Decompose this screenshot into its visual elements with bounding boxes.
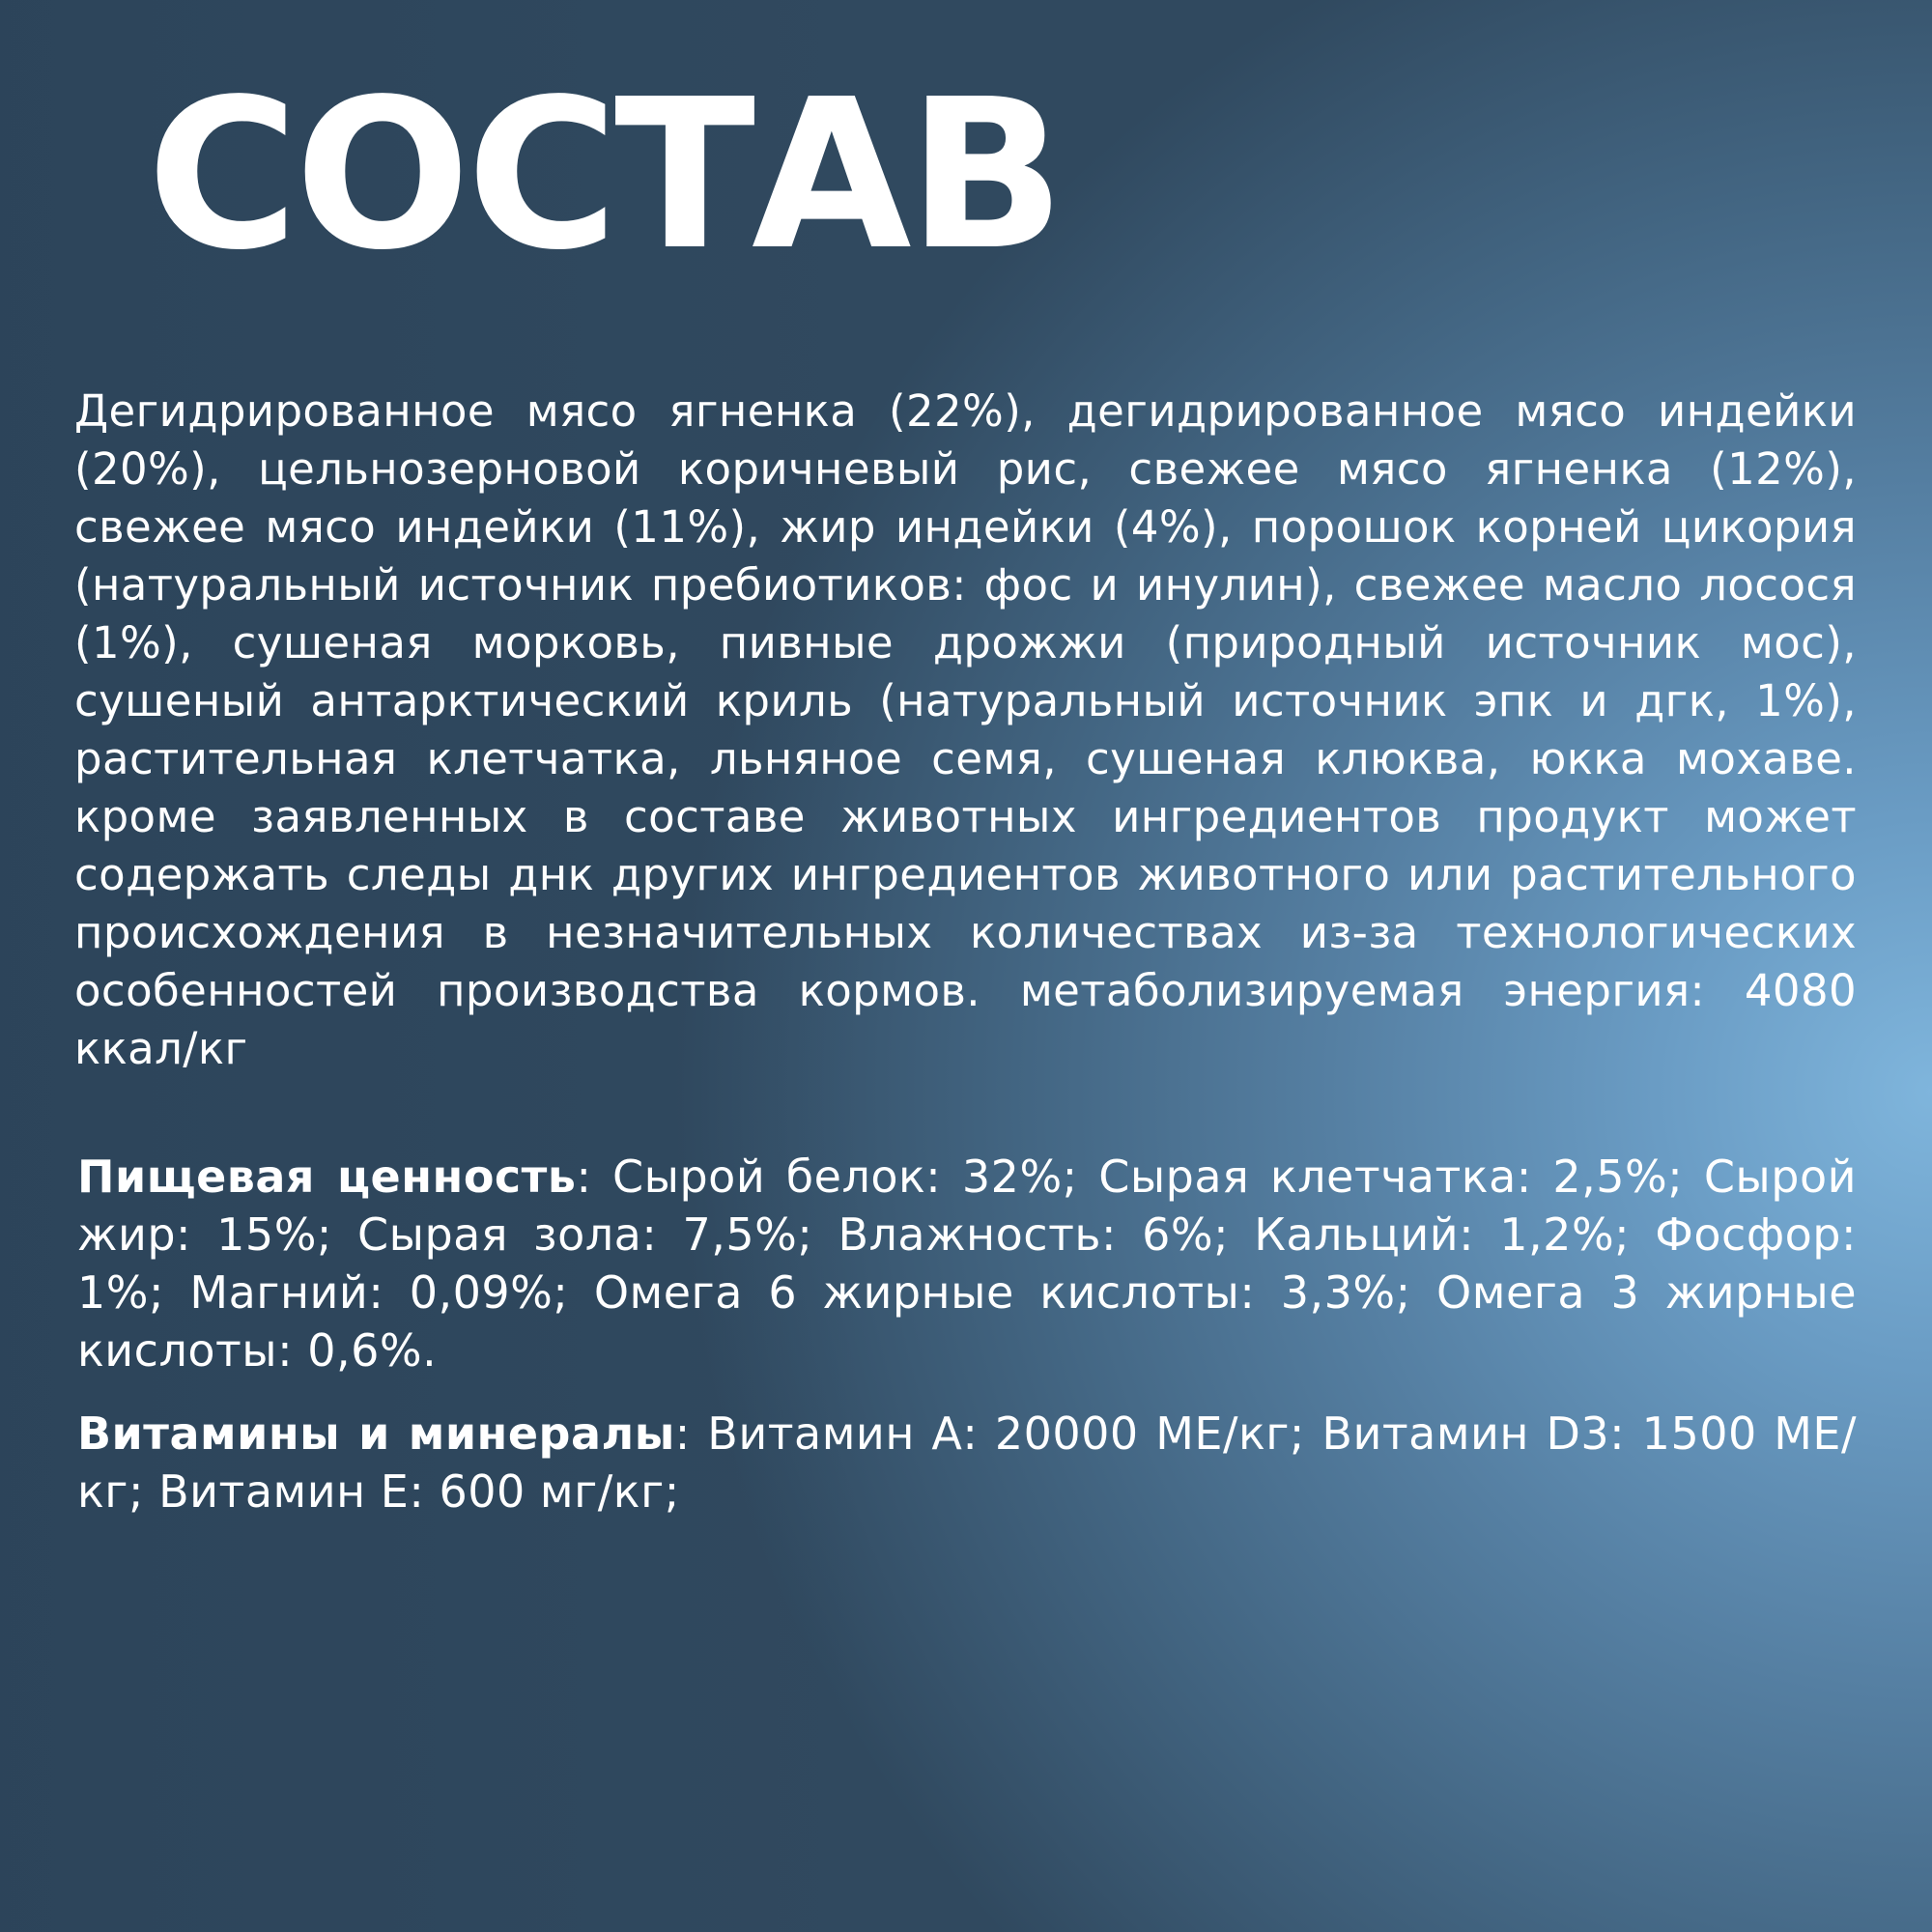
nutrition-label: Пищевая ценность <box>77 1151 577 1203</box>
vitamins-section <box>77 1405 1857 1520</box>
nutrition-text: : Сырой белок: 32%; Сырая клетчатка: 2,5%; Сырой жир: 15%; Сырая зола: 7,5%; Влажность: 6%; Кальций: 1,2%; Фосфор: 1%; Магний: 0,09%; Омега 6 жирные кислоты: 3,3%; Омега 3 жирные кислоты: 0,6%. <box>77 1151 1857 1377</box>
page-title: СОСТАВ <box>147 55 1062 296</box>
ingredients-paragraph: Дегидрированное мясо ягненка (22%), дегидрированное мясо индейки (20%), цельнозерновой коричневый рис, свежее мясо ягненка (12%), свежее мясо индейки (11%), жир индейки (4%), порошок корней цикория (натуральный источник пребиотиков: фос и инулин), свежее масло лосося (1%), сушеная морковь, пивные дрожжи (природный источник мос), сушеный антарктический криль (натуральный источник эпк и дгк, 1%), растительная клетчатка, льняное семя, сушеная клюква, юкка мохаве. кроме заявленных в составе животных ингредиентов продукт может содержать следы днк других ингредиентов животного или растительного происхождения в незначительных количествах из-за технологических особенностей производства кормов. метаболизируемая энергия: 4080 ккал/кг <box>74 385 1857 1074</box>
vitamins-text: : Витамин А: 20000 МЕ/кг; Витамин D3: 1500 МЕ/кг; Витамин Е: 600 мг/кг; <box>77 1407 1857 1518</box>
vitamins-label: Витамины и минералы <box>77 1407 675 1460</box>
nutrition-section <box>77 1148 1857 1379</box>
